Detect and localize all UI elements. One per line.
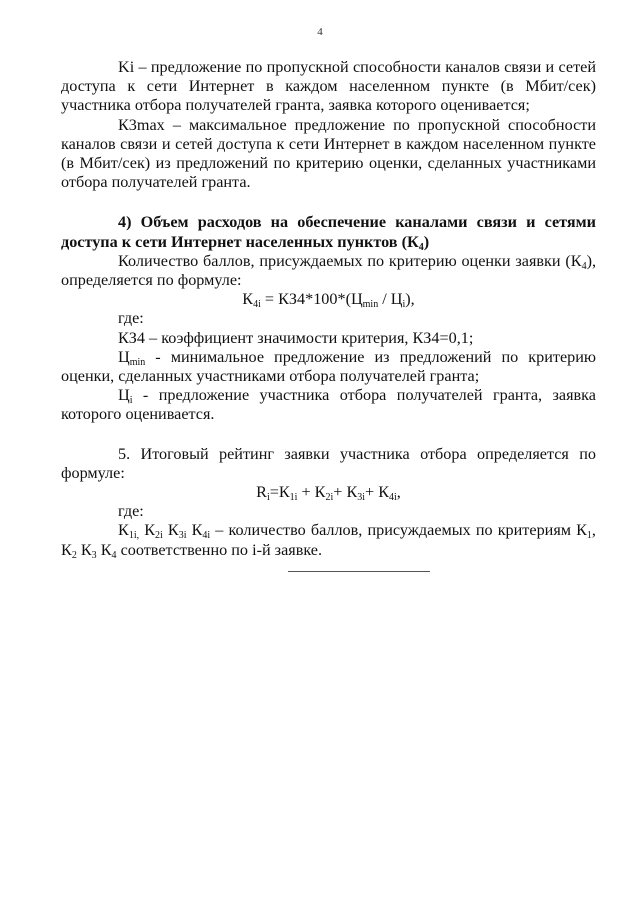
k4-formula: $К_{4i} = КЗ4*100*(Ц_{min} / Ц_i)$, [242, 290, 415, 311]
k3max-text: – максимальное предложение по пропускной способности каналов связи и сетей доступа к сети Интернет в каждом населенном пункте (в Мбит/сек) из предложений по критерию оценки, сделанных участниками отбора получателей гранта. [61, 115, 596, 192]
section-4-intro: Количество баллов, присуждаемых по критерию оценки заявки $(К_4)$, определяется по формуле: [61, 251, 596, 290]
ki-symbol: Ki [118, 58, 135, 76]
section-5-where: где: [118, 502, 144, 521]
section-4-heading: 4) Объем расходов на обеспечение каналами связи и сетями доступа к сети Интернет населенных пунктов $(К_4)$ [61, 213, 596, 253]
scores-definition: $К_{1i,}$ $К_{2i}$ $К_{3i}$ $К_{4i}$ – количество баллов, присуждаемых по критериям $К_1$, $К_2$ $К_3$ $К_4$ соответственно по i-й заявке. [61, 521, 596, 561]
cmin-definition: $Ц_{min}$ - минимальное предложение из предложений по критерию оценки, сделанных участниками отбора получателей гранта; [61, 347, 596, 386]
ki-text: – предложение по пропускной способности каналов связи и сетей доступа к сети Интернет в каждом населенном пункте (в Мбит/сек) участника отбора получателей гранта, заявка которого оценивается; [61, 58, 596, 115]
k3max-definition [61, 116, 596, 193]
rating-formula: $R_i=К_{1i} + К_{2i}+ К_{3i}+ К_{4i}$, [256, 483, 401, 504]
k3max-symbol: К3max [118, 115, 165, 134]
section-4-where: где: [118, 309, 144, 328]
ki-definition [61, 58, 596, 116]
page-number: 4 [317, 26, 323, 38]
ci-definition: $Ц_i$ - предложение участника отбора получателей гранта, заявка которого оценивается. [61, 386, 596, 424]
end-separator-line [288, 571, 430, 572]
page-content [61, 58, 596, 560]
k34-definition: КЗ4 – коэффициент значимости критерия, КЗ4=0,1; [118, 328, 474, 347]
section-5-text: 5. Итоговый рейтинг заявки участника отбора определяется по формуле: [61, 444, 596, 482]
